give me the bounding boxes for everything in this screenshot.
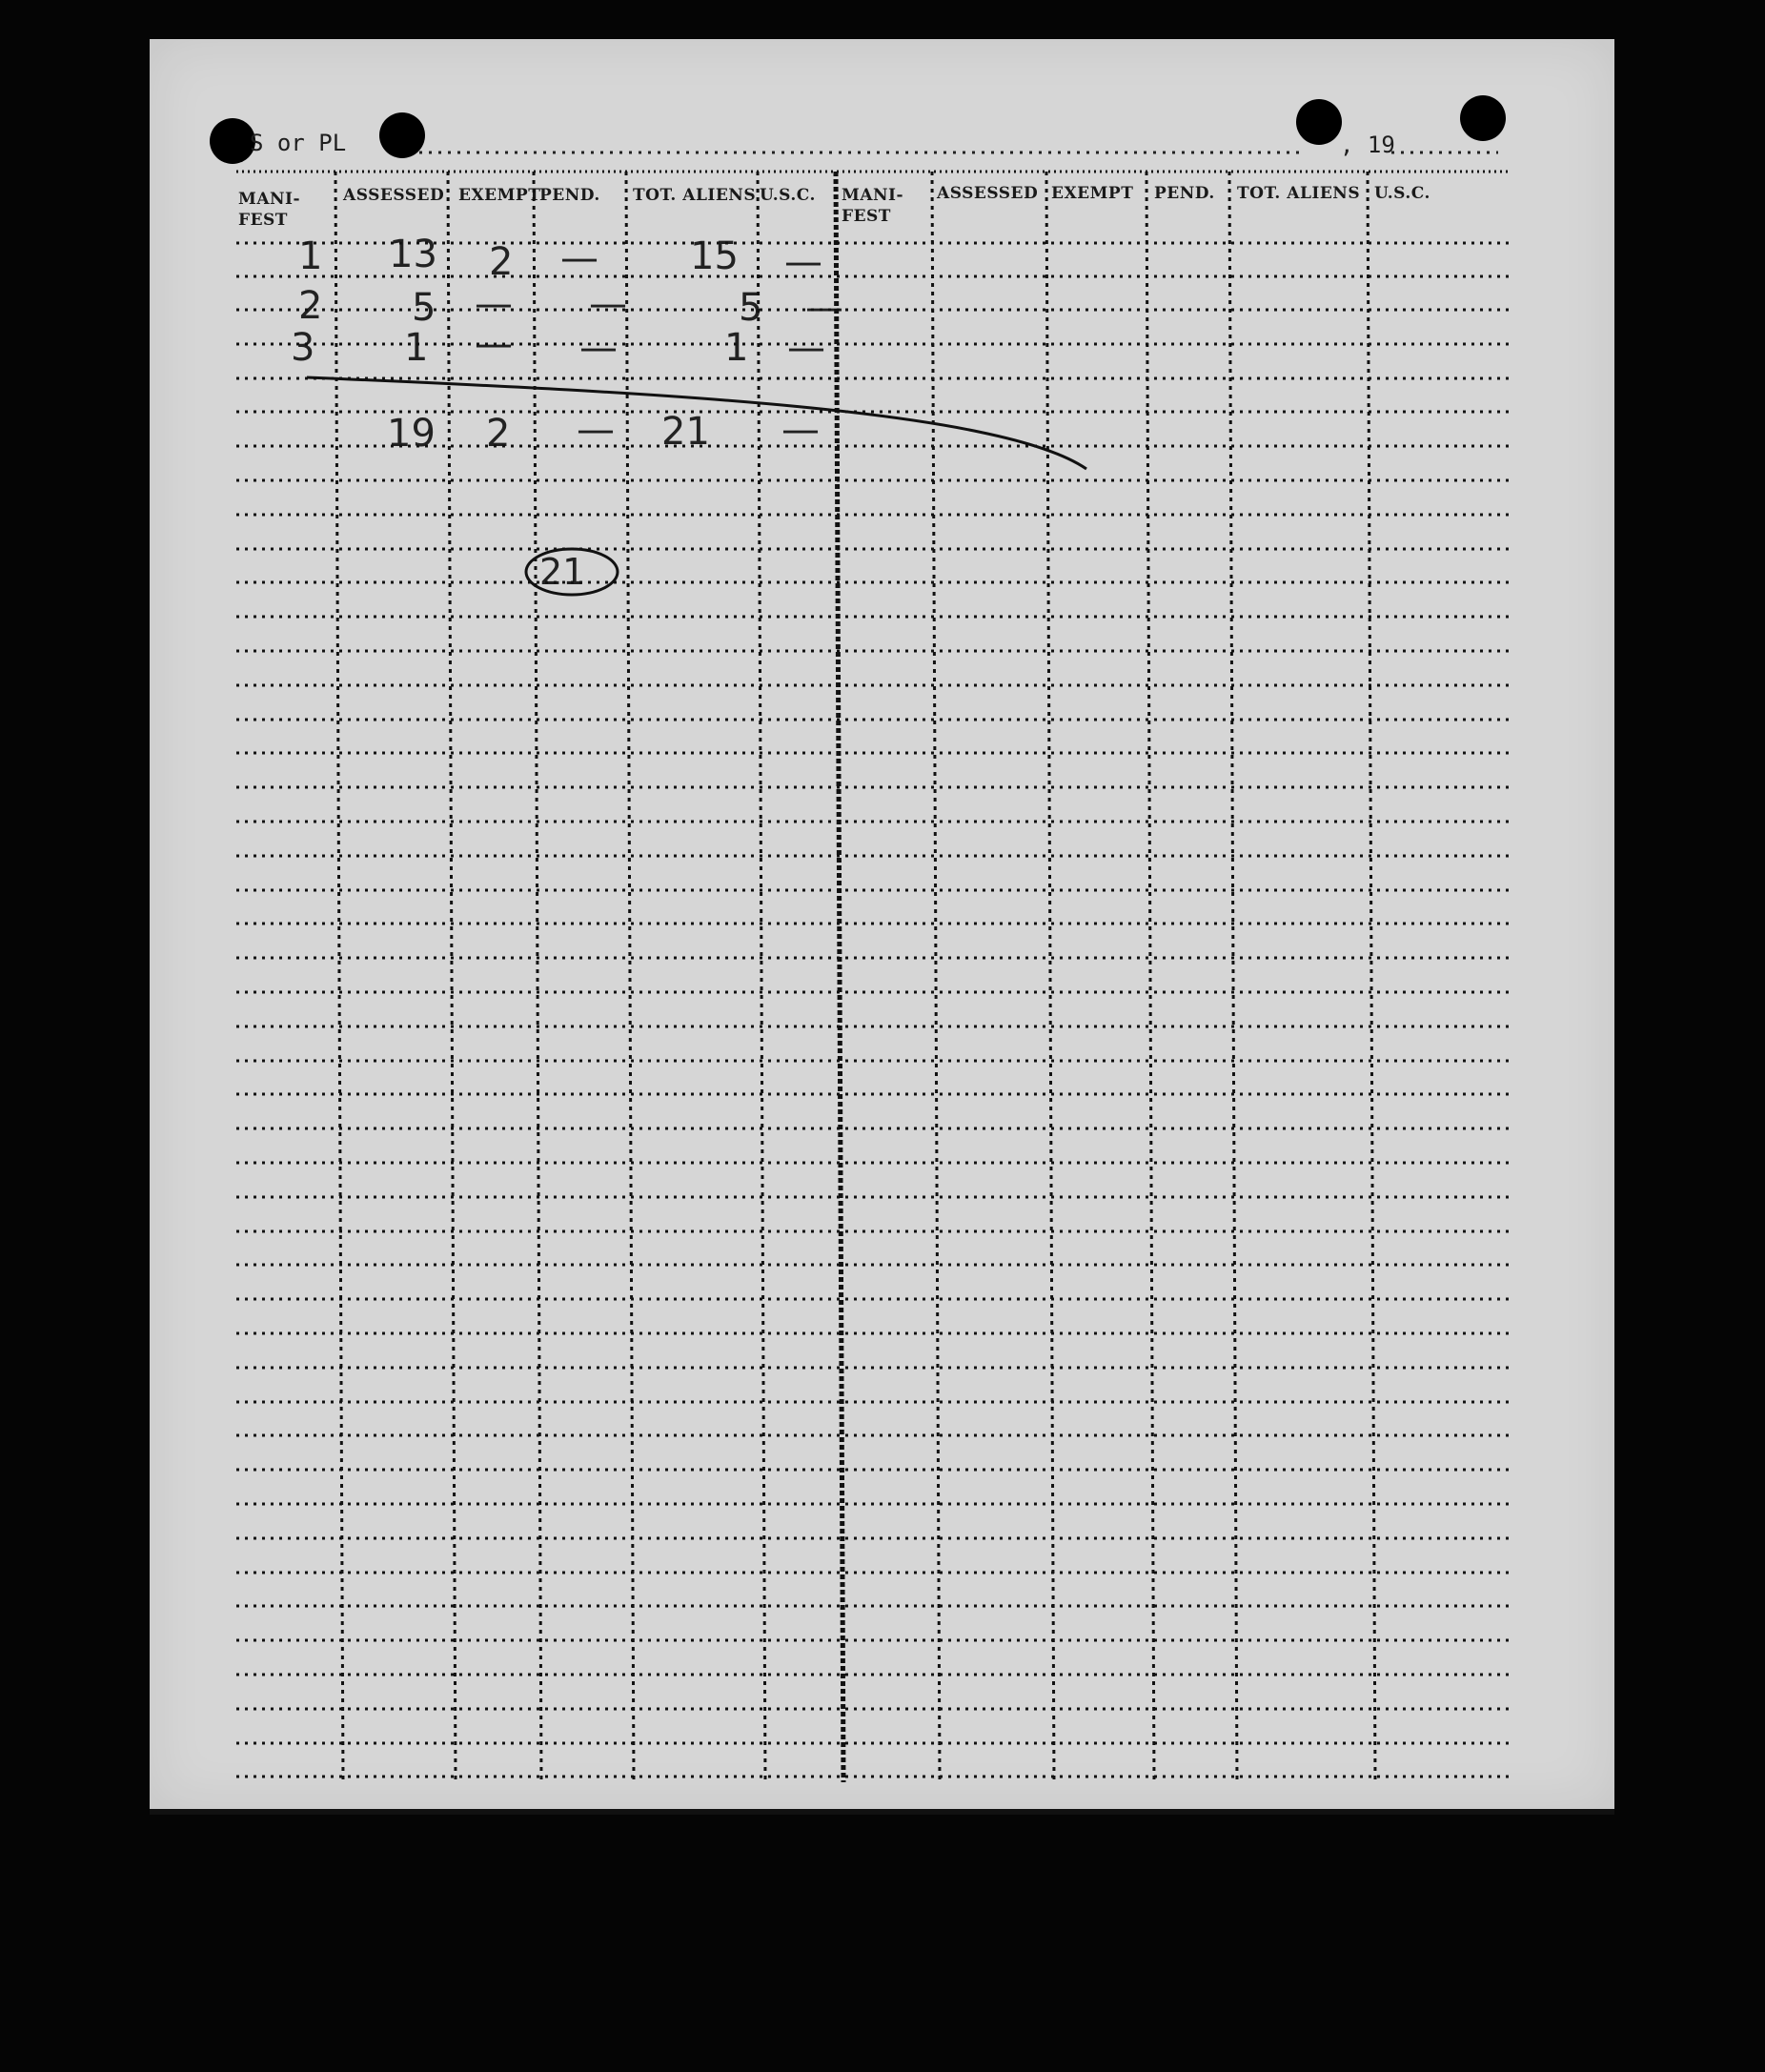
col-usc-right: U.S.C. (1374, 184, 1430, 203)
punch-hole-left (210, 118, 255, 164)
ship-label: S or PL (250, 130, 347, 156)
col-assessed-right: ASSESSED (937, 184, 1039, 203)
punch-hole-right-2 (1460, 95, 1506, 141)
entry-2-tot-aliens: 5 (739, 286, 763, 330)
col-exempt-left: EXEMPT (458, 186, 541, 205)
entry-3-tot-aliens: 1 (724, 326, 749, 370)
col-assessed-left: ASSESSED (343, 186, 445, 205)
entry-2-usc: — (805, 286, 843, 330)
entry-2-pend: — (589, 282, 627, 326)
entry-2-assessed: 5 (412, 286, 436, 330)
col-pend-left: PEND. (539, 186, 600, 205)
entry-1-tot-aliens: 15 (690, 234, 739, 278)
entry-1-manifest: 1 (298, 234, 323, 278)
entry-1-pend: — (560, 236, 598, 280)
punch-hole-left-2 (379, 112, 425, 158)
entry-1-exempt: 2 (489, 240, 514, 284)
sheet-bottom-edge (150, 1809, 1614, 1815)
col-tot-aliens-right: TOT. ALIENS (1237, 184, 1361, 203)
col-usc-left: U.S.C. (760, 186, 816, 205)
col-manifest-right: MANI- FEST (842, 186, 904, 226)
col-manifest-left: MANI- FEST (238, 190, 301, 230)
col-exempt-right: EXEMPT (1051, 184, 1134, 203)
entry-2-manifest: 2 (298, 284, 323, 328)
entry-3-pend: — (579, 326, 618, 370)
total-usc: — (781, 408, 820, 452)
entry-3-assessed: 1 (404, 326, 429, 370)
entry-3-exempt: — (475, 322, 513, 366)
col-pend-right: PEND. (1154, 184, 1215, 203)
form-sheet (150, 39, 1614, 1809)
total-pend: — (577, 408, 615, 452)
total-tot-aliens: 21 (661, 410, 710, 454)
punch-hole-right (1296, 99, 1342, 145)
year-label: , 19 (1340, 132, 1395, 158)
total-exempt: 2 (486, 412, 511, 456)
col-tot-aliens-left: TOT. ALIENS (633, 186, 757, 205)
entry-1-usc: — (784, 240, 822, 284)
total-assessed: 19 (387, 412, 436, 456)
entry-2-exempt: — (475, 282, 513, 326)
entry-3-manifest: 3 (291, 326, 315, 370)
circled-total: 21 (539, 551, 586, 593)
entry-1-assessed: 13 (389, 233, 437, 276)
entry-3-usc: — (787, 326, 825, 370)
